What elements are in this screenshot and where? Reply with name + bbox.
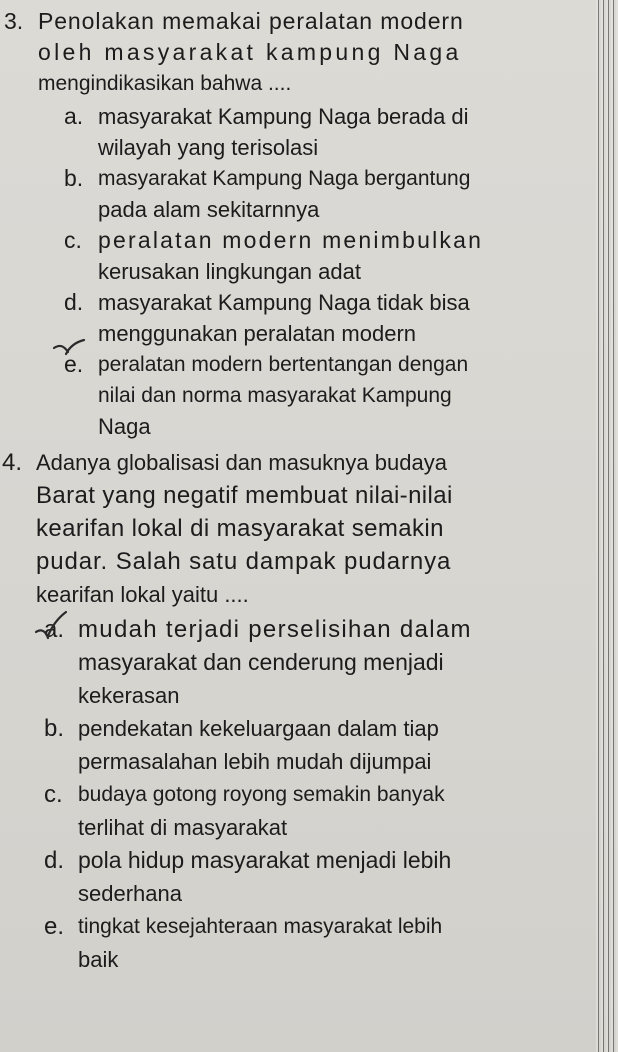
question-stem <box>36 446 602 611</box>
option-e[interactable] <box>64 349 594 442</box>
option-e[interactable] <box>44 910 602 976</box>
stem-line: mengindikasikan bahwa .... <box>38 72 292 95</box>
option-line: tingkat kesejahteraan masyarakat lebih <box>78 915 443 938</box>
stem-line: pudar. Salah satu dampak pudarnya <box>36 548 452 575</box>
option-letter: b. <box>44 715 65 742</box>
option-line: baik <box>78 947 119 972</box>
option-line: masyarakat Kampung Naga bergantung <box>98 167 471 190</box>
option-line: peralatan modern bertentangan dengan <box>98 353 469 376</box>
question-3 <box>4 6 594 442</box>
option-letter: e. <box>44 913 65 940</box>
option-letter: d. <box>64 289 84 315</box>
option-a[interactable] <box>44 613 602 712</box>
stem-line: kearifan lokal yaitu .... <box>36 582 249 607</box>
option-line: pada alam sekitarnnya <box>98 197 320 222</box>
option-line: kekerasan <box>78 683 180 708</box>
option-line: kerusakan lingkungan adat <box>98 259 361 284</box>
option-line: budaya gotong royong semakin banyak <box>78 783 445 806</box>
stem-line: kearifan lokal di masyarakat semakin <box>36 515 444 542</box>
option-line: permasalahan lebih mudah dijumpai <box>78 749 432 774</box>
option-letter: d. <box>44 847 65 874</box>
option-c[interactable] <box>44 778 602 844</box>
option-line: peralatan modern menimbulkan <box>98 227 484 253</box>
stem-line: Penolakan memakai peralatan modern <box>38 8 464 34</box>
question-number: 3. <box>4 8 24 34</box>
question-4 <box>2 446 602 976</box>
option-line: Naga <box>98 414 151 439</box>
option-line: terlihat di masyarakat <box>78 815 288 840</box>
option-line: nilai dan norma masyarakat Kampung <box>98 384 452 407</box>
option-d[interactable] <box>44 844 602 910</box>
stem-line: Adanya globalisasi dan masuknya budaya <box>36 450 447 475</box>
answer-checkmark-icon <box>34 608 68 642</box>
answer-checkmark-icon <box>52 338 86 368</box>
option-line: sederhana <box>78 881 182 906</box>
option-line: masyarakat Kampung Naga berada di <box>98 104 469 129</box>
option-letter: a. <box>44 616 65 643</box>
question-number: 4. <box>2 449 23 476</box>
option-line: pola hidup masyarakat menjadi lebih <box>78 847 452 873</box>
option-letter: a. <box>64 103 84 129</box>
option-letter: c. <box>64 227 82 253</box>
option-c[interactable] <box>64 225 594 287</box>
option-line: wilayah yang terisolasi <box>98 135 319 160</box>
option-line: masyarakat Kampung Naga tidak bisa <box>98 290 470 315</box>
option-d[interactable] <box>64 287 594 349</box>
option-letter: b. <box>64 165 84 191</box>
option-letter: c. <box>44 781 63 808</box>
option-b[interactable] <box>44 712 602 778</box>
stem-line: Barat yang negatif membuat nilai-nilai <box>36 482 453 509</box>
option-a[interactable] <box>64 101 594 163</box>
option-letter: e. <box>64 351 84 377</box>
option-line: menggunakan peralatan modern <box>98 321 417 346</box>
option-line: masyarakat dan cenderung menjadi <box>78 649 444 675</box>
stem-line: oleh masyarakat kampung Naga <box>38 39 462 65</box>
question-stem <box>38 6 594 99</box>
option-line: pendekatan kekeluargaan dalam tiap <box>78 716 439 741</box>
option-b[interactable] <box>64 163 594 225</box>
option-line: mudah terjadi perselisihan dalam <box>78 616 472 643</box>
